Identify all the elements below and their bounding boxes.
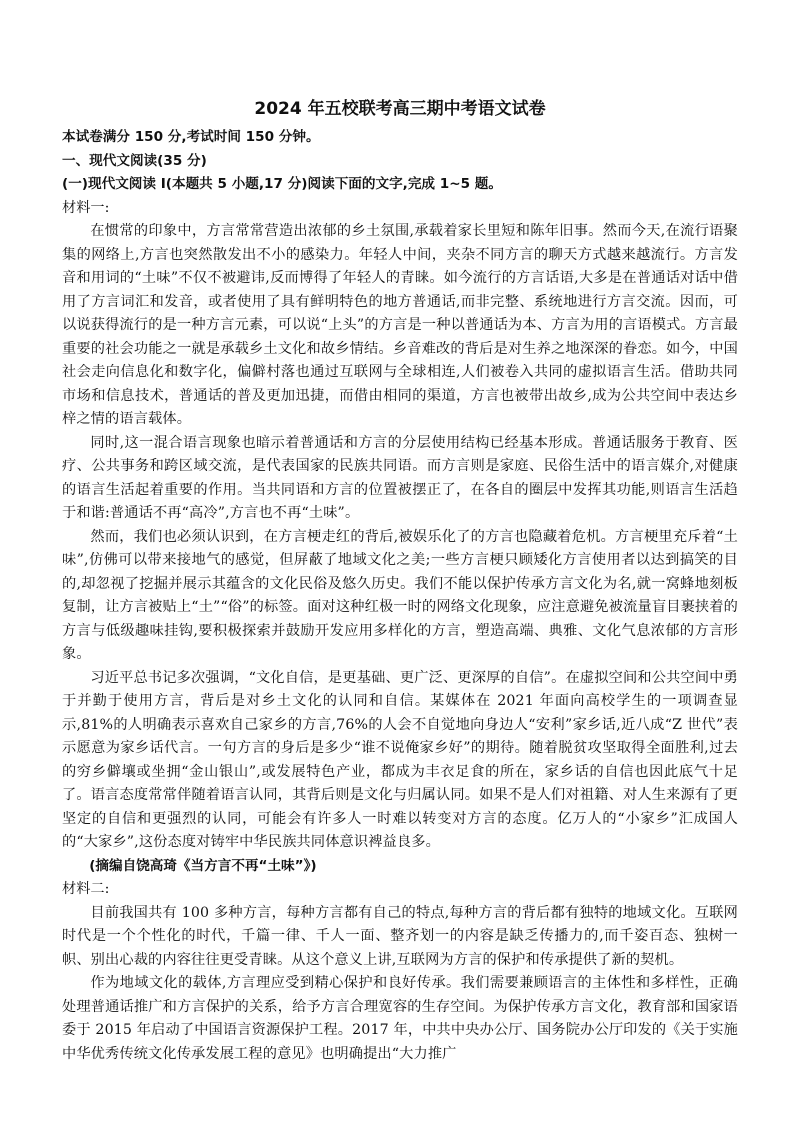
material2-paragraph: 目前我国共有 100 多种方言，每种方言都有自己的特点,每种方言的背后都有独特的地域文化。互联网时代是一个个性化的时代，千篇一律、千人一面、整齐划一的内容是缺乏传播力的,而千姿百态、独树一帜、别出心裁的内容往往更受青睐。从这个意义上讲,互联网为方言的保护和传承提供了新的契机。 (62, 904, 738, 968)
material1-label: 材料一: (62, 199, 110, 216)
material1-source: (摘编自饶高琦《当方言不再“土味”》) (89, 857, 317, 874)
material2-label: 材料二: (62, 881, 110, 897)
subsection-heading: (一)现代文阅读 I(本题共 5 小题,17 分)阅读下面的文字,完成 1~5 题。 (62, 176, 502, 192)
exam-page (62, 96, 738, 1066)
exam-intro: 本试卷满分 150 分,考试时间 150 分钟。 (62, 129, 320, 145)
exam-title: 2024 年五校联考高三期中考语文试卷 (254, 99, 546, 119)
material1-paragraph: 在惯常的印象中，方言常常营造出浓郁的乡土氛围,承载着家长里短和陈年旧事。然而今天,在流行语聚集的网络上,方言也突然散发出不小的感染力。年轻人中间，夹杂不同方言的聊天方式越来越流行。方言发音和用词的“土味”不仅不被避讳,反而博得了年轻人的青睐。如今流行的方言话语,大多是在普通话对话中借用了方言词汇和发音，或者使用了具有鲜明特色的地方普通话,而非完整、系统地进行方言交流。因而，可以说获得流行的是一种方言元素，可以说“上头”的方言是一种以普通话为本、方言为用的言语模式。方言最重要的社会功能之一就是承载乡土文化和故乡情结。乡音难改的背后是对生养之地深深的眷恋。如今，中国社会走向信息化和数字化，偏僻村落也通过互联网与全球相连,人们被卷入共同的虚拟语言生活。借助共同市场和信息技术，普通话的普及更加迅捷，而借由相同的渠道，方言也被带出故乡,成为公共空间中表达乡梓之情的语言载体。 (62, 223, 738, 427)
material1-paragraph: 然而，我们也必须认识到，在方言梗走红的背后,被娱乐化了的方言也隐藏着危机。方言梗里充斥着“土味”,仿佛可以带来接地气的感觉，但屏蔽了地域文化之美;一些方言梗只顾矮化方言使用者以达到搞笑的目的,却忽视了挖掘并展示其蕴含的文化民俗及悠久历史。我们不能以保护传承方言文化为名,就一窝蜂地刻板复制，让方言被贴上“土”“俗”的标签。面对这种红极一时的网络文化现象，应注意避免被流量盲目裹挟着的方言与低级趣味挂钩,要积极探索并鼓励开发应用多样化的方言，塑造高端、典雅、文化气息浓郁的方言形象。 (62, 528, 738, 662)
section-heading: 一、现代文阅读(35 分) (62, 152, 207, 169)
material2-paragraph: 作为地域文化的载体,方言理应受到精心保护和良好传承。我们需要兼顾语言的主体性和多样性，正确处理普通话推广和方言保护的关系，给予方言合理宽容的生存空间。为保护传承方言文化，教育部和国家语委于 2015 年启动了中国语言资源保护工程。2017 年，中共中央办公厅、国务院办公厅印发的《关于实施中华优秀传统文化传承发展工程的意见》也明确提出“大力推广 (62, 975, 738, 1062)
material1-paragraph: 习近平总书记多次强调，“文化自信，是更基础、更广泛、更深厚的自信”。在虚拟空间和公共空间中勇于并勤于使用方言，背后是对乡土文化的认同和自信。某媒体在 2021 年面向高校学生的一项调查显示,81%的人明确表示喜欢自己家乡的方言,76%的人会不自觉地向身边人“安利”家乡话,近八成“Z 世代”表示愿意为家乡话代言。一句方言的身后是多少“谁不说俺家乡好”的期待。随着脱贫攻坚取得全面胜利,过去的穷乡僻壤或坐拥“金山银山”,或发展特色产业，都成为丰衣足食的所在，家乡话的自信也因此底气十足了。语言态度常常伴随着语言认同，其背后则是文化与归属认同。如果不是人们对祖籍、对人生来源有了更坚定的自信和更强烈的认同，可能会有许多人一时难以转变对方言的态度。亿万人的“小家乡”汇成国人的“大家乡”,这份态度对铸牢中华民族共同体意识裨益良多。 (62, 669, 738, 850)
material1-paragraph: 同时,这一混合语言现象也暗示着普通话和方言的分层使用结构已经基本形成。普通话服务于教育、医疗、公共事务和跨区域交流，是代表国家的民族共同语。而方言则是家庭、民俗生活中的语言媒介,对健康的语言生活起着重要的作用。当共同语和方言的位置被摆正了，在各自的圈层中发挥其功能,则语言生活趋于和谐:普通话不再“高冷”,方言也不再“土味”。 (62, 434, 738, 521)
